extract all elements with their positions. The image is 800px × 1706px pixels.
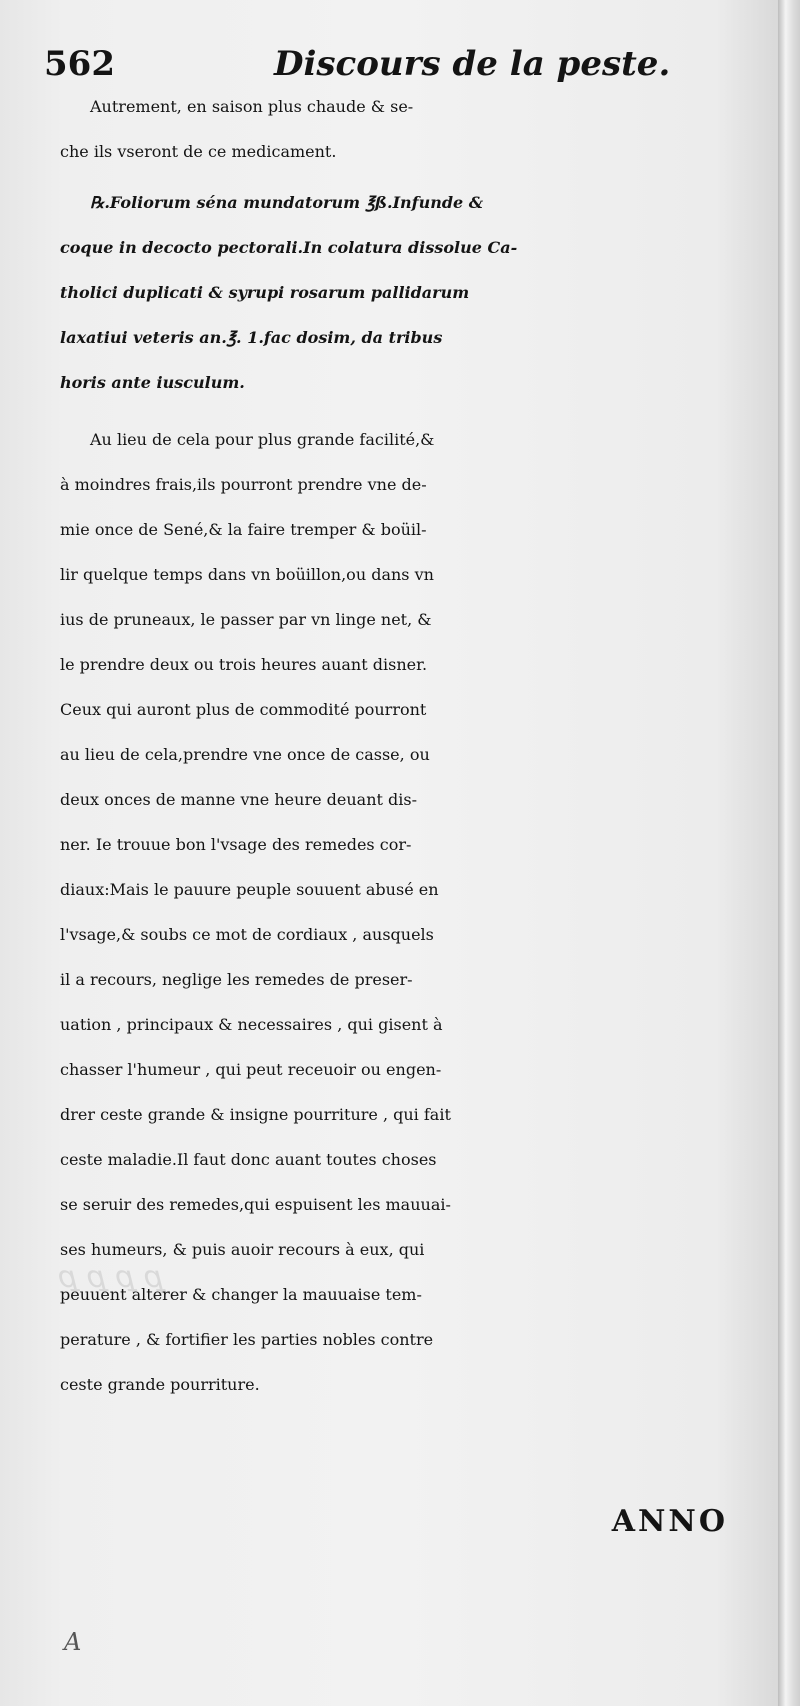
latin-prescription — [60, 180, 770, 405]
text-line: se seruir des remedes,qui espuisent les mauuai- — [60, 1195, 451, 1214]
paragraph-2 — [60, 417, 770, 1407]
text-line: Au lieu de cela pour plus grande facilité,& — [90, 430, 435, 449]
page-edge — [778, 0, 800, 1706]
text-line: mie once de Sené,& la faire tremper & boüil- — [60, 520, 427, 539]
text-line: ius de pruneaux, le passer par vn linge net, & — [60, 610, 432, 629]
text-line: coque in decocto pectorali.In colatura dissolue Ca- — [60, 238, 518, 257]
page-number: 562 — [44, 44, 115, 84]
text-line: au lieu de cela,prendre vne once de casse, ou — [60, 745, 430, 764]
text-line: diaux:Mais le pauure peuple souuent abusé en — [60, 880, 439, 899]
text-line: ses humeurs, & puis auoir recours à eux, qui — [60, 1240, 425, 1259]
text-line: à moindres frais,ils pourront prendre vne de- — [60, 475, 427, 494]
text-line: lir quelque temps dans vn boüillon,ou dans vn — [60, 565, 434, 584]
text-line: il a recours, neglige les remedes de preser- — [60, 970, 413, 989]
text-line: deux onces de manne vne heure deuant dis- — [60, 790, 417, 809]
signature-mark: A — [64, 1628, 82, 1656]
text-line: Ceux qui auront plus de commodité pourront — [60, 700, 427, 719]
text-line: chasser l'humeur , qui peut receuoir ou engen- — [60, 1060, 442, 1079]
text-line: uation , principaux & necessaires , qui gisent à — [60, 1015, 443, 1034]
text-line: ner. Ie trouue bon l'vsage des remedes cor- — [60, 835, 412, 854]
text-line: ℞.Foliorum séna mundatorum ℥ß.Infunde & — [90, 193, 484, 212]
text-line: l'vsage,& soubs ce mot de cordiaux , ausquels — [60, 925, 434, 944]
text-line: ceste maladie.Il faut donc auant toutes choses — [60, 1150, 437, 1169]
text-line: laxatiui veteris an.℥. 1.fac dosim, da tribus — [60, 328, 443, 347]
paragraph-1 — [60, 84, 770, 174]
text-line: che ils vseront de ce medicament. — [60, 142, 337, 161]
text-line: peuuent alterer & changer la mauuaise tem- — [60, 1285, 422, 1304]
text-line: horis ante iusculum. — [60, 373, 245, 392]
text-line: ceste grande pourriture. — [60, 1375, 260, 1394]
text-line: le prendre deux ou trois heures auant disner. — [60, 655, 428, 674]
text-line: drer ceste grande & insigne pourriture , qui fait — [60, 1105, 451, 1124]
running-title: Discours de la peste. — [274, 44, 671, 84]
show-through-text: ꝑ ꝑ ꝑ ꝑ — [60, 1260, 165, 1295]
text-line: perature , & fortifier les parties nobles contre — [60, 1330, 434, 1349]
text-line: tholici duplicati & syrupi rosarum pallidarum — [60, 283, 470, 302]
page-body — [60, 84, 770, 1407]
text-line: Autrement, en saison plus chaude & se- — [90, 97, 414, 116]
catchword: ANNO — [611, 1504, 728, 1539]
